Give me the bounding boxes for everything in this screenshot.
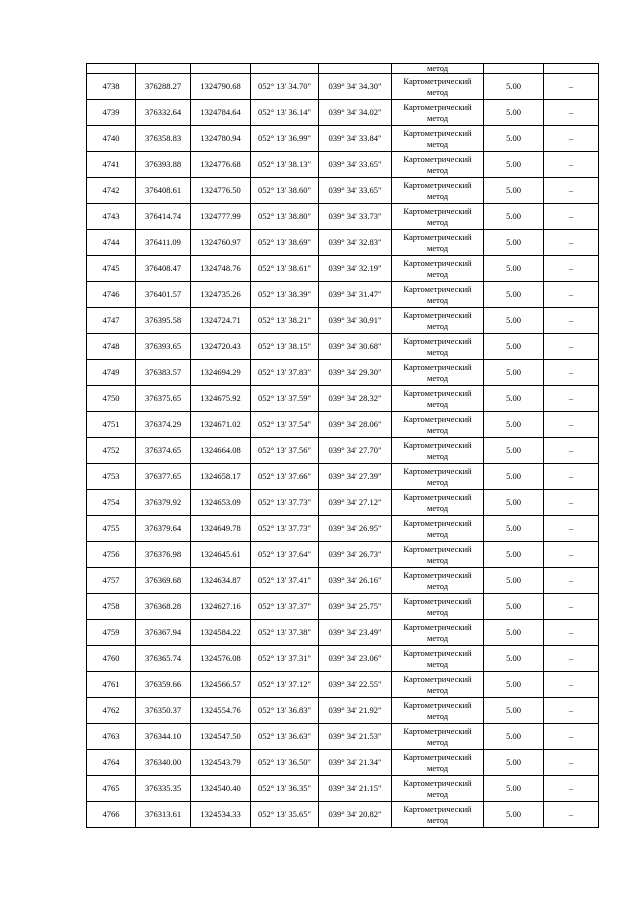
cell-accuracy: 5.00 [484, 334, 544, 360]
cell-lon: 039° 34' 33.73" [319, 204, 392, 230]
cell-x: 376313.61 [136, 802, 191, 828]
cell-lat: 052° 13' 37.37" [251, 594, 319, 620]
cell-accuracy: 5.00 [484, 178, 544, 204]
cell-lon: 039° 34' 26.16" [319, 568, 392, 594]
cell-accuracy: 5.00 [484, 464, 544, 490]
cell-note: – [544, 646, 599, 672]
cell-lon: 039° 34' 30.68" [319, 334, 392, 360]
cell-note: – [544, 360, 599, 386]
cell-lat: 052° 13' 37.73" [251, 516, 319, 542]
coordinates-table [86, 63, 599, 828]
cell-accuracy [484, 64, 544, 74]
table-row [87, 802, 599, 828]
table-row [87, 542, 599, 568]
cell-note: – [544, 204, 599, 230]
cell-num: 4749 [87, 360, 136, 386]
cell-num [87, 64, 136, 74]
cell-y: 1324547.50 [191, 724, 251, 750]
cell-accuracy: 5.00 [484, 620, 544, 646]
table-row [87, 256, 599, 282]
table-body [87, 64, 599, 828]
cell-x: 376367.94 [136, 620, 191, 646]
cell-method: Картометрический метод [392, 464, 484, 490]
cell-accuracy: 5.00 [484, 152, 544, 178]
cell-y: 1324649.78 [191, 516, 251, 542]
cell-x: 376379.92 [136, 490, 191, 516]
cell-note: – [544, 594, 599, 620]
cell-note: – [544, 308, 599, 334]
cell-x: 376358.83 [136, 126, 191, 152]
cell-accuracy: 5.00 [484, 750, 544, 776]
cell-method: Картометрический метод [392, 256, 484, 282]
cell-lat: 052° 13' 38.15" [251, 334, 319, 360]
cell-method: Картометрический метод [392, 282, 484, 308]
cell-method: Картометрический метод [392, 74, 484, 100]
cell-x [136, 64, 191, 74]
cell-note: – [544, 490, 599, 516]
cell-method: Картометрический метод [392, 490, 484, 516]
cell-method: Картометрический метод [392, 594, 484, 620]
cell-num: 4757 [87, 568, 136, 594]
cell-y: 1324543.79 [191, 750, 251, 776]
cell-method: метод [392, 64, 484, 74]
cell-y: 1324634.87 [191, 568, 251, 594]
cell-method: Картометрический метод [392, 750, 484, 776]
cell-y: 1324784.64 [191, 100, 251, 126]
cell-lat: 052° 13' 36.99" [251, 126, 319, 152]
cell-lat: 052° 13' 37.31" [251, 646, 319, 672]
cell-note: – [544, 672, 599, 698]
table-row [87, 516, 599, 542]
cell-num: 4758 [87, 594, 136, 620]
cell-lat: 052° 13' 36.50" [251, 750, 319, 776]
table-row [87, 178, 599, 204]
cell-accuracy: 5.00 [484, 776, 544, 802]
cell-method: Картометрический метод [392, 802, 484, 828]
cell-num: 4750 [87, 386, 136, 412]
cell-accuracy: 5.00 [484, 308, 544, 334]
cell-method: Картометрический метод [392, 308, 484, 334]
cell-x: 376374.65 [136, 438, 191, 464]
table-row [87, 204, 599, 230]
cell-accuracy: 5.00 [484, 256, 544, 282]
cell-y: 1324653.09 [191, 490, 251, 516]
cell-lon: 039° 34' 26.95" [319, 516, 392, 542]
cell-x: 376340.00 [136, 750, 191, 776]
cell-lat: 052° 13' 36.35" [251, 776, 319, 802]
table-row [87, 386, 599, 412]
table-row [87, 308, 599, 334]
cell-method: Картометрический метод [392, 516, 484, 542]
cell-x: 376395.58 [136, 308, 191, 334]
cell-lat: 052° 13' 37.59" [251, 386, 319, 412]
cell-note: – [544, 74, 599, 100]
cell-y: 1324627.16 [191, 594, 251, 620]
cell-lon: 039° 34' 27.39" [319, 464, 392, 490]
cell-lon: 039° 34' 33.84" [319, 126, 392, 152]
cell-y: 1324671.02 [191, 412, 251, 438]
table-row [87, 776, 599, 802]
cell-num: 4766 [87, 802, 136, 828]
cell-x: 376359.66 [136, 672, 191, 698]
cell-accuracy: 5.00 [484, 100, 544, 126]
cell-lon: 039° 34' 23.06" [319, 646, 392, 672]
cell-y: 1324776.68 [191, 152, 251, 178]
cell-x: 376408.61 [136, 178, 191, 204]
cell-method: Картометрический метод [392, 568, 484, 594]
cell-y: 1324694.29 [191, 360, 251, 386]
cell-y: 1324720.43 [191, 334, 251, 360]
cell-lon: 039° 34' 23.49" [319, 620, 392, 646]
cell-method: Картометрический метод [392, 776, 484, 802]
cell-y: 1324735.26 [191, 282, 251, 308]
cell-num: 4738 [87, 74, 136, 100]
cell-accuracy: 5.00 [484, 802, 544, 828]
cell-y: 1324554.76 [191, 698, 251, 724]
cell-y: 1324780.94 [191, 126, 251, 152]
cell-note: – [544, 438, 599, 464]
cell-note: – [544, 282, 599, 308]
cell-num: 4746 [87, 282, 136, 308]
cell-x: 376350.37 [136, 698, 191, 724]
cell-accuracy: 5.00 [484, 412, 544, 438]
cell-lat: 052° 13' 37.66" [251, 464, 319, 490]
cell-note: – [544, 698, 599, 724]
cell-accuracy: 5.00 [484, 594, 544, 620]
cell-lat: 052° 13' 38.39" [251, 282, 319, 308]
cell-x: 376332.64 [136, 100, 191, 126]
table-row [87, 750, 599, 776]
cell-y: 1324777.99 [191, 204, 251, 230]
cell-method: Картометрический метод [392, 204, 484, 230]
cell-accuracy: 5.00 [484, 646, 544, 672]
table-row [87, 464, 599, 490]
table-row [87, 438, 599, 464]
cell-method: Картометрический метод [392, 412, 484, 438]
table-row [87, 490, 599, 516]
cell-lon: 039° 34' 28.32" [319, 386, 392, 412]
cell-lon: 039° 34' 32.19" [319, 256, 392, 282]
cell-method: Картометрический метод [392, 698, 484, 724]
table-row [87, 360, 599, 386]
cell-y: 1324675.92 [191, 386, 251, 412]
cell-lon: 039° 34' 34.30" [319, 74, 392, 100]
cell-y: 1324664.08 [191, 438, 251, 464]
cell-note: – [544, 152, 599, 178]
cell-lon: 039° 34' 33.65" [319, 178, 392, 204]
cell-lon: 039° 34' 21.53" [319, 724, 392, 750]
cell-method: Картометрический метод [392, 126, 484, 152]
cell-note: – [544, 724, 599, 750]
table-row [87, 412, 599, 438]
cell-accuracy: 5.00 [484, 360, 544, 386]
cell-note: – [544, 412, 599, 438]
cell-accuracy: 5.00 [484, 724, 544, 750]
cell-method: Картометрический метод [392, 386, 484, 412]
cell-accuracy: 5.00 [484, 74, 544, 100]
cell-x: 376369.68 [136, 568, 191, 594]
cell-lon: 039° 34' 30.91" [319, 308, 392, 334]
cell-x: 376401.57 [136, 282, 191, 308]
table-row [87, 230, 599, 256]
cell-x: 376344.10 [136, 724, 191, 750]
cell-method: Картометрический метод [392, 646, 484, 672]
cell-lon: 039° 34' 22.55" [319, 672, 392, 698]
cell-lon: 039° 34' 33.65" [319, 152, 392, 178]
continued-row [87, 64, 599, 74]
cell-x: 376408.47 [136, 256, 191, 282]
cell-lat: 052° 13' 37.54" [251, 412, 319, 438]
cell-num: 4748 [87, 334, 136, 360]
table-row [87, 282, 599, 308]
cell-accuracy: 5.00 [484, 698, 544, 724]
table-row [87, 126, 599, 152]
cell-lat: 052° 13' 37.41" [251, 568, 319, 594]
cell-num: 4743 [87, 204, 136, 230]
cell-x: 376379.64 [136, 516, 191, 542]
cell-lon: 039° 34' 28.06" [319, 412, 392, 438]
cell-lon: 039° 34' 34.02" [319, 100, 392, 126]
cell-note [544, 64, 599, 74]
cell-lat: 052° 13' 37.83" [251, 360, 319, 386]
cell-lat [251, 64, 319, 74]
cell-x: 376393.88 [136, 152, 191, 178]
cell-accuracy: 5.00 [484, 126, 544, 152]
cell-accuracy: 5.00 [484, 204, 544, 230]
cell-note: – [544, 542, 599, 568]
cell-note: – [544, 386, 599, 412]
cell-num: 4752 [87, 438, 136, 464]
cell-accuracy: 5.00 [484, 542, 544, 568]
table-row [87, 724, 599, 750]
cell-num: 4742 [87, 178, 136, 204]
cell-lat: 052° 13' 38.80" [251, 204, 319, 230]
cell-lon: 039° 34' 25.75" [319, 594, 392, 620]
cell-x: 376383.57 [136, 360, 191, 386]
cell-y: 1324760.97 [191, 230, 251, 256]
table-row [87, 100, 599, 126]
cell-accuracy: 5.00 [484, 568, 544, 594]
table-row [87, 334, 599, 360]
table-row [87, 620, 599, 646]
cell-num: 4741 [87, 152, 136, 178]
cell-lat: 052° 13' 38.13" [251, 152, 319, 178]
cell-lon [319, 64, 392, 74]
cell-num: 4739 [87, 100, 136, 126]
cell-x: 376376.98 [136, 542, 191, 568]
cell-accuracy: 5.00 [484, 672, 544, 698]
cell-num: 4747 [87, 308, 136, 334]
cell-num: 4745 [87, 256, 136, 282]
cell-method: Картометрический метод [392, 724, 484, 750]
cell-y: 1324724.71 [191, 308, 251, 334]
cell-lat: 052° 13' 37.12" [251, 672, 319, 698]
cell-y: 1324576.08 [191, 646, 251, 672]
cell-num: 4753 [87, 464, 136, 490]
cell-accuracy: 5.00 [484, 282, 544, 308]
cell-y: 1324658.17 [191, 464, 251, 490]
cell-method: Картометрический метод [392, 100, 484, 126]
cell-note: – [544, 100, 599, 126]
cell-accuracy: 5.00 [484, 386, 544, 412]
cell-method: Картометрический метод [392, 672, 484, 698]
cell-lat: 052° 13' 35.65" [251, 802, 319, 828]
cell-num: 4751 [87, 412, 136, 438]
cell-accuracy: 5.00 [484, 490, 544, 516]
cell-lat: 052° 13' 38.69" [251, 230, 319, 256]
cell-lon: 039° 34' 31.47" [319, 282, 392, 308]
cell-method: Картометрический метод [392, 152, 484, 178]
cell-lat: 052° 13' 38.60" [251, 178, 319, 204]
cell-method: Картометрический метод [392, 334, 484, 360]
cell-x: 376393.65 [136, 334, 191, 360]
cell-note: – [544, 802, 599, 828]
cell-note: – [544, 750, 599, 776]
cell-num: 4760 [87, 646, 136, 672]
cell-x: 376368.28 [136, 594, 191, 620]
cell-note: – [544, 230, 599, 256]
cell-lon: 039° 34' 29.30" [319, 360, 392, 386]
cell-note: – [544, 126, 599, 152]
cell-lat: 052° 13' 37.73" [251, 490, 319, 516]
table-row [87, 646, 599, 672]
cell-lon: 039° 34' 21.92" [319, 698, 392, 724]
cell-num: 4765 [87, 776, 136, 802]
cell-lat: 052° 13' 37.38" [251, 620, 319, 646]
table-row [87, 698, 599, 724]
cell-x: 376288.27 [136, 74, 191, 100]
cell-lat: 052° 13' 37.56" [251, 438, 319, 464]
cell-y: 1324645.61 [191, 542, 251, 568]
cell-lat: 052° 13' 36.14" [251, 100, 319, 126]
cell-lat: 052° 13' 37.64" [251, 542, 319, 568]
cell-num: 4759 [87, 620, 136, 646]
cell-x: 376365.74 [136, 646, 191, 672]
cell-num: 4761 [87, 672, 136, 698]
cell-x: 376374.29 [136, 412, 191, 438]
cell-note: – [544, 256, 599, 282]
cell-accuracy: 5.00 [484, 438, 544, 464]
cell-note: – [544, 334, 599, 360]
cell-x: 376411.09 [136, 230, 191, 256]
table-row [87, 594, 599, 620]
cell-num: 4744 [87, 230, 136, 256]
cell-x: 376377.65 [136, 464, 191, 490]
cell-y: 1324776.50 [191, 178, 251, 204]
cell-note: – [544, 516, 599, 542]
cell-lon: 039° 34' 27.70" [319, 438, 392, 464]
cell-note: – [544, 464, 599, 490]
cell-method: Картометрический метод [392, 178, 484, 204]
cell-note: – [544, 776, 599, 802]
cell-lon: 039° 34' 21.34" [319, 750, 392, 776]
cell-num: 4764 [87, 750, 136, 776]
cell-num: 4755 [87, 516, 136, 542]
table-row [87, 672, 599, 698]
cell-lat: 052° 13' 38.61" [251, 256, 319, 282]
cell-lat: 052° 13' 36.63" [251, 724, 319, 750]
cell-lon: 039° 34' 21.15" [319, 776, 392, 802]
cell-num: 4754 [87, 490, 136, 516]
cell-lat: 052° 13' 38.21" [251, 308, 319, 334]
cell-num: 4740 [87, 126, 136, 152]
table-row [87, 152, 599, 178]
cell-num: 4756 [87, 542, 136, 568]
cell-num: 4763 [87, 724, 136, 750]
cell-note: – [544, 620, 599, 646]
cell-x: 376375.65 [136, 386, 191, 412]
cell-method: Картометрический метод [392, 230, 484, 256]
cell-lon: 039° 34' 27.12" [319, 490, 392, 516]
cell-y: 1324584.22 [191, 620, 251, 646]
cell-y [191, 64, 251, 74]
cell-method: Картометрический метод [392, 438, 484, 464]
cell-lat: 052° 13' 36.83" [251, 698, 319, 724]
cell-y: 1324534.33 [191, 802, 251, 828]
cell-accuracy: 5.00 [484, 516, 544, 542]
cell-y: 1324790.68 [191, 74, 251, 100]
cell-note: – [544, 568, 599, 594]
cell-x: 376335.35 [136, 776, 191, 802]
cell-lon: 039° 34' 26.73" [319, 542, 392, 568]
cell-method: Картометрический метод [392, 360, 484, 386]
cell-note: – [544, 178, 599, 204]
cell-num: 4762 [87, 698, 136, 724]
table-row [87, 74, 599, 100]
cell-method: Картометрический метод [392, 620, 484, 646]
table-row [87, 568, 599, 594]
cell-method: Картометрический метод [392, 542, 484, 568]
cell-accuracy: 5.00 [484, 230, 544, 256]
cell-y: 1324748.76 [191, 256, 251, 282]
cell-lat: 052° 13' 34.70" [251, 74, 319, 100]
cell-lon: 039° 34' 20.82" [319, 802, 392, 828]
cell-y: 1324566.57 [191, 672, 251, 698]
cell-y: 1324540.40 [191, 776, 251, 802]
cell-x: 376414.74 [136, 204, 191, 230]
cell-lon: 039° 34' 32.83" [319, 230, 392, 256]
